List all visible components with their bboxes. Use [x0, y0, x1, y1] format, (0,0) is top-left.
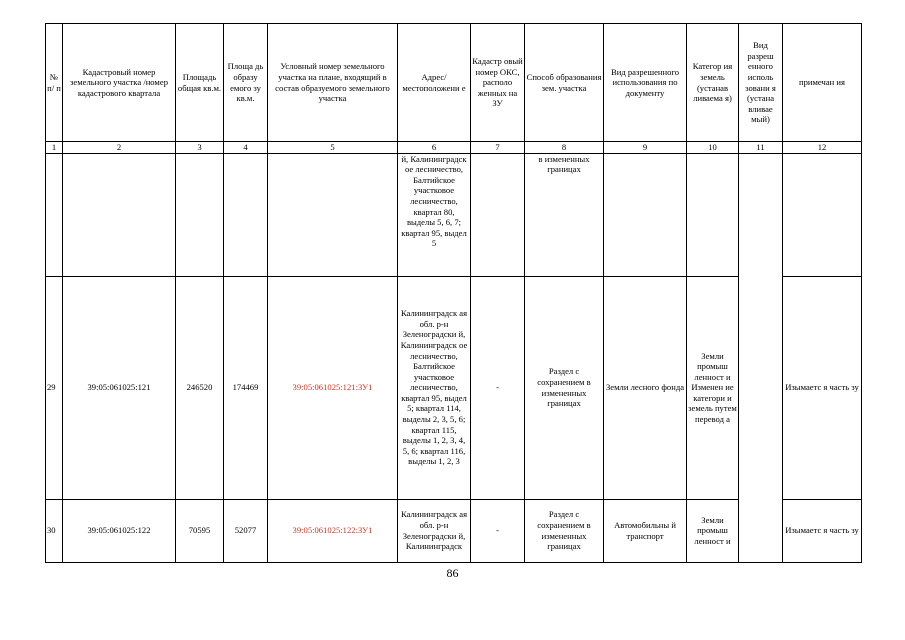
row-number: 29: [46, 276, 63, 499]
note-cell: Изымаетс я часть зу: [783, 499, 862, 562]
header-cell: № п/ п: [46, 24, 63, 142]
area-total: 246520: [176, 276, 224, 499]
method-cell: Раздел с сохранением в измененных границах: [525, 276, 604, 499]
use-doc-cell: Земли лесного фонда: [604, 276, 687, 499]
column-number: 6: [398, 142, 471, 154]
cadastral-number: 39:05:061025:121: [63, 276, 176, 499]
header-cell: Площадь общая кв.м.: [176, 24, 224, 142]
header-cell: Адрес/ местоположени е: [398, 24, 471, 142]
category-cell: Земли промыш ленност и Изменен ие категори и земель путем перевод а: [687, 276, 739, 499]
column-number: 1: [46, 142, 63, 154]
column-number: 8: [525, 142, 604, 154]
permitted-use-cell: [739, 153, 783, 562]
area-new: 174469: [224, 276, 268, 499]
column-number: 3: [176, 142, 224, 154]
conditional-number: 39:05:061025:121:ЗУ1: [268, 276, 398, 499]
header-cell: примечан ия: [783, 24, 862, 142]
column-number: 7: [471, 142, 525, 154]
area-total: 70595: [176, 499, 224, 562]
method-cell: Раздел с сохранением в измененных границах: [525, 499, 604, 562]
column-number: 9: [604, 142, 687, 154]
land-plots-table: [45, 23, 862, 563]
conditional-number: 39:05:061025:122:ЗУ1: [268, 499, 398, 562]
area-new: 52077: [224, 499, 268, 562]
column-number: 11: [739, 142, 783, 154]
oks-cell: -: [471, 276, 525, 499]
cadastral-number: 39:05:061025:122: [63, 499, 176, 562]
column-number: 2: [63, 142, 176, 154]
column-number: 10: [687, 142, 739, 154]
header-cell: Кадастровый номер земельного участка /номер кадастрового квартала: [63, 24, 176, 142]
note-cell: Изымаетс я часть зу: [783, 276, 862, 499]
header-cell: Кадастр овый номер ОКС, располо женных на ЗУ: [471, 24, 525, 142]
page-number: 86: [446, 566, 459, 580]
header-cell: Вид разрешенного использования по документу: [604, 24, 687, 142]
oks-cell: -: [471, 499, 525, 562]
header-cell: Площа дь образу емого зу кв.м.: [224, 24, 268, 142]
column-number: 5: [268, 142, 398, 154]
column-number: 4: [224, 142, 268, 154]
address-cell: й, Калининградск ое лесничество, Балтийское участковое лесничество, квартал 80, выделы 5, 6, 7; квартал 95, выдел 5: [398, 153, 471, 276]
column-number: 12: [783, 142, 862, 154]
header-cell: Условный номер земельного участка на плане, входящий в состав образуемого земельного участка: [268, 24, 398, 142]
header-cell: Вид разреш енного исполь зовани я (устана вливае мый): [739, 24, 783, 142]
address-cell: Калининградск ая обл. р-н Зеленоградски й, Калининградск ое лесничество, Балтийское участковое лесничество, квартал 95, выдел 5; квартал 114, выделы 2, 3, 5, 6; квартал 115, выделы 1, 2, 3, 4, 5, 6; квартал 116, выделы 1, 2, 3: [398, 276, 471, 499]
header-row: [46, 24, 862, 142]
use-doc-cell: Автомобильны й транспорт: [604, 499, 687, 562]
category-cell: Земли промыш ленност и: [687, 499, 739, 562]
row-number: 30: [46, 499, 63, 562]
column-number-row: [46, 142, 862, 154]
header-cell: Способ образования зем. участка: [525, 24, 604, 142]
continuation-row: [46, 153, 862, 276]
header-cell: Категор ия земель (устанав ливаема я): [687, 24, 739, 142]
address-cell: Калининградск ая обл. р-н Зеленоградски й, Калининградск: [398, 499, 471, 562]
method-cell: в измененных границах: [525, 153, 604, 276]
